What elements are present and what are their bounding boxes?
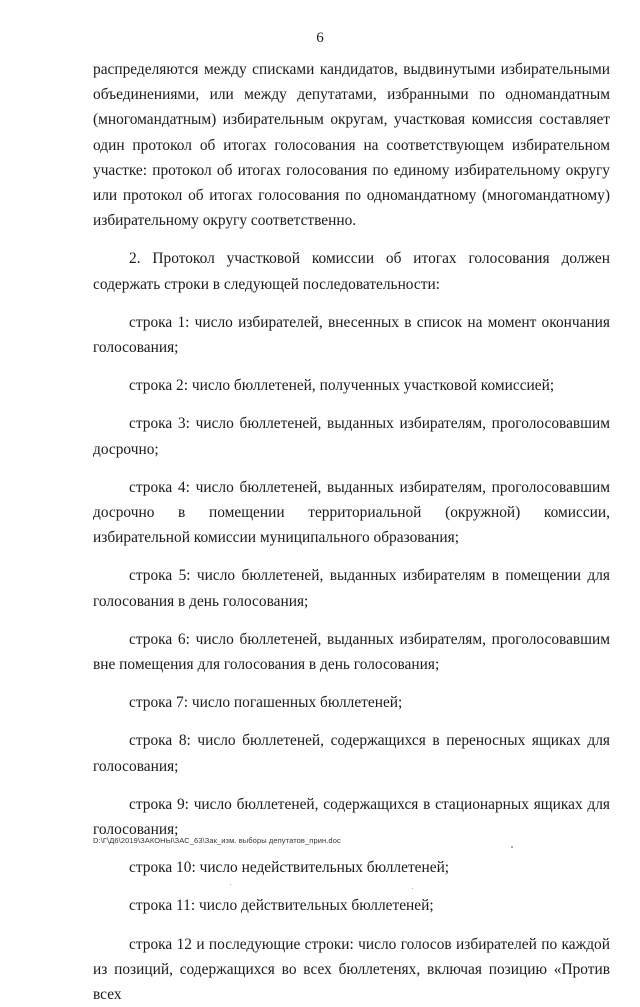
scan-speck bbox=[230, 884, 231, 885]
scan-speck bbox=[412, 888, 413, 889]
list-item-line-3: строка 3: число бюллетеней, выданных избирателям, проголосовавшим досрочно; bbox=[93, 415, 610, 458]
list-item-line-2: строка 2: число бюллетеней, полученных участковой комиссией; bbox=[129, 377, 555, 395]
list-item-line-11: строка 11: число действительных бюллетеней; bbox=[129, 897, 434, 915]
list-item-line-5: строка 5: число бюллетеней, выданных избирателям в помещении для голосования в день голосования; bbox=[93, 567, 610, 610]
list-item-line-4: строка 4: число бюллетеней, выданных избирателям, проголосовавшим досрочно в помещении территориальной (окружной) комиссии, избирательной комиссии муниципального образования; bbox=[93, 478, 610, 547]
list-item-line-8: строка 8: число бюллетеней, содержащихся в переносных ящиках для голосования; bbox=[93, 732, 610, 775]
list-item-line-1: строка 1: число избирателей, внесенных в список на момент окончания голосования; bbox=[93, 313, 610, 357]
list-item-line-9: строка 9: число бюллетеней, содержащихся в стационарных ящиках для голосования; bbox=[93, 795, 610, 839]
footer-file-path: D:\Г\Д6\2019\ЗАКОНЫ\ЗАС_63\Зак_изм. выборы депутатов_прин.doc bbox=[93, 836, 341, 845]
list-item-line-6: строка 6: число бюллетеней, выданных избирателям, проголосовавшим вне помещения для голосования в день голосования; bbox=[93, 630, 610, 674]
list-item-line-10: строка 10: число недействительных бюллетеней; bbox=[129, 859, 450, 877]
document-body bbox=[93, 57, 610, 1007]
scan-speck bbox=[511, 846, 513, 848]
paragraph-continuation: распределяются между списками кандидатов, выдвинутыми избирательными объединениями, или между депутатами, избранными по одномандатным (многомандатным) избирательным округам, участковая комиссия составляет один протокол об итогах голосования на соответствующем избирательном участке: протокол об итогах голосования по единому избирательному округу или протокол об итогах голосования по одномандатному (многомандатному) избирательному округу соответственно. bbox=[93, 61, 610, 230]
list-item-line-7: строка 7: число погашенных бюллетеней; bbox=[129, 694, 403, 712]
list-item-line-12: строка 12 и последующие строки: число голосов избирателей по каждой из позиций, содержащихся во всех бюллетенях, включая позицию «Против всех bbox=[93, 935, 610, 1004]
page-number: 6 bbox=[316, 30, 324, 46]
paragraph-section-2: 2. Протокол участковой комиссии об итогах голосования должен содержать строки в следующей последовательности: bbox=[93, 250, 610, 293]
